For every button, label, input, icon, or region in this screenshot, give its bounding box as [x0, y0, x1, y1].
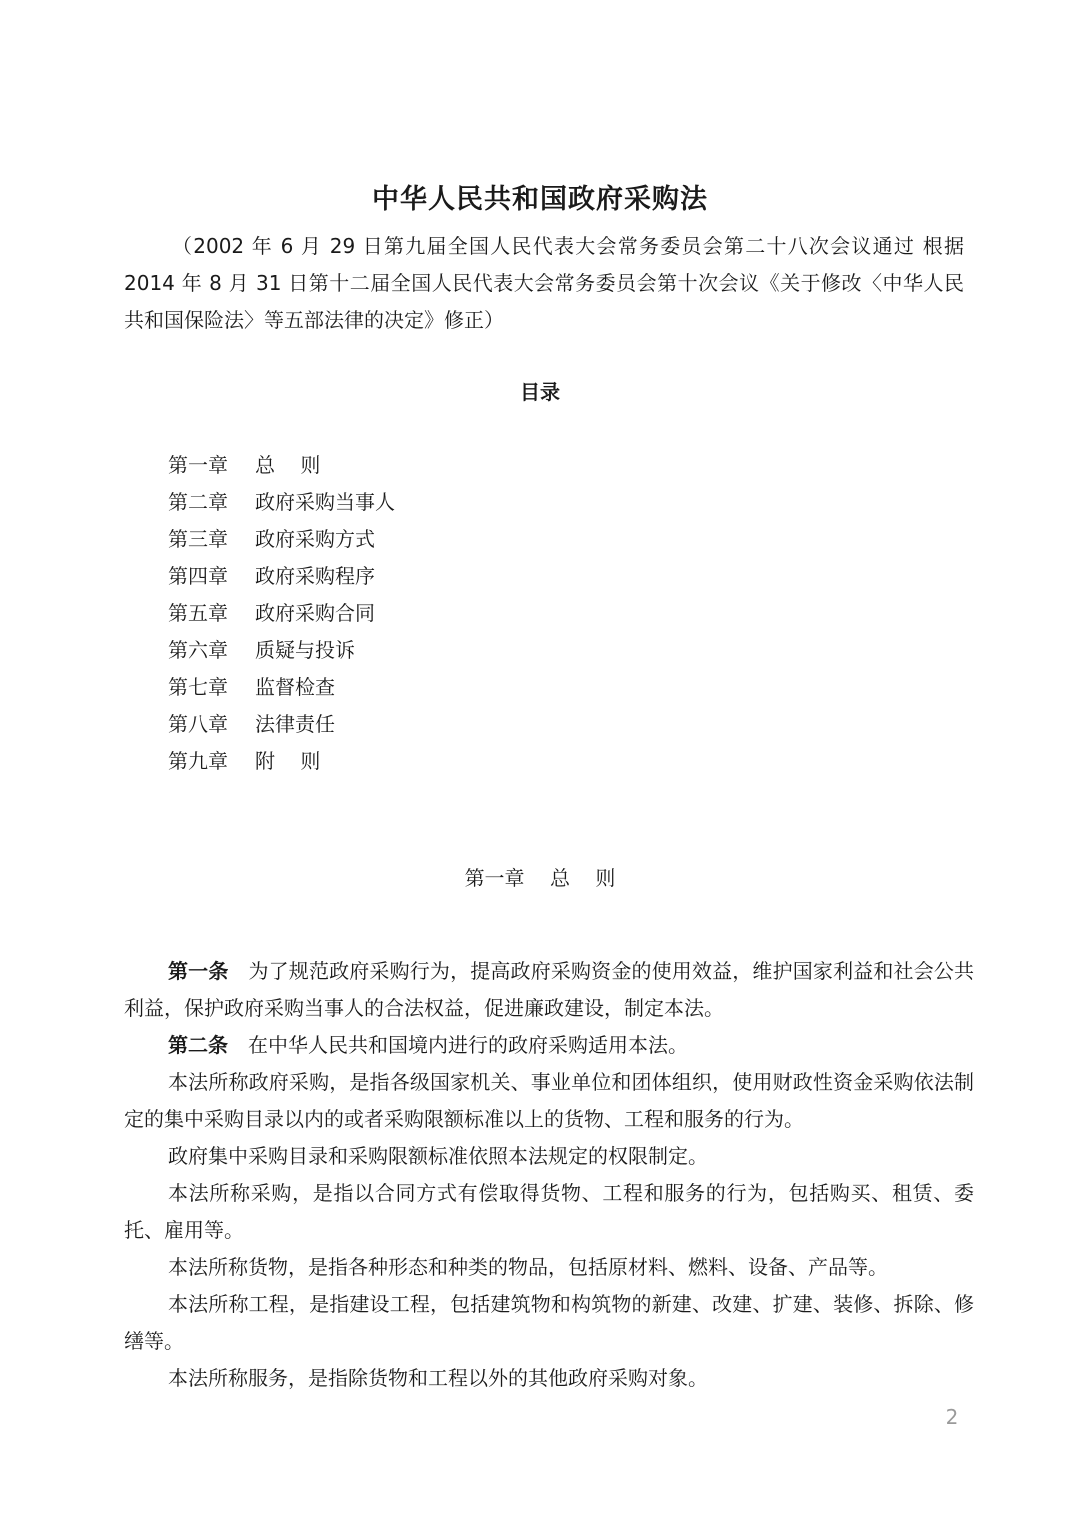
- toc-chapter-number: 第八章: [168, 712, 228, 736]
- chapter-body: [124, 953, 974, 1397]
- toc-chapter-name: 政府采购程序: [255, 564, 375, 588]
- chapter-heading: 第一章 总 则: [464, 866, 616, 890]
- article-paragraph: 本法所称政府采购，是指各级国家机关、事业单位和团体组织，使用财政性资金采购依法制定的集中采购目录以内的或者采购限额标准以上的货物、工程和服务的行为。: [124, 1070, 974, 1131]
- adoption-note: （2002 年 6 月 29 日第九届全国人民代表大会常务委员会第二十八次会议通过 根据 2014 年 8 月 31 日第十二届全国人民代表大会常务委员会第十次会议《关于修改〈中华人民共和国保险法〉等五部法律的决定》修正）: [124, 234, 964, 332]
- toc-chapter-name: 监督检查: [255, 675, 335, 699]
- article-paragraph: 本法所称工程，是指建设工程，包括建筑物和构筑物的新建、改建、扩建、装修、拆除、修缮等。: [124, 1292, 974, 1353]
- toc-item: [168, 669, 395, 706]
- article-label: 第二条: [168, 1033, 228, 1057]
- toc-chapter-number: 第二章: [168, 490, 228, 514]
- toc-item: [168, 706, 395, 743]
- toc-chapter-number: 第三章: [168, 527, 228, 551]
- toc-chapter-name: 政府采购合同: [255, 601, 375, 625]
- toc-chapter-name: 政府采购方式: [255, 527, 375, 551]
- toc-item: [168, 521, 395, 558]
- toc-item: [168, 558, 395, 595]
- toc-chapter-name: 政府采购当事人: [255, 490, 395, 514]
- page-number: 2: [945, 1405, 959, 1429]
- toc-chapter-name: 总 则: [255, 453, 321, 477]
- article-paragraph: [124, 1027, 974, 1064]
- toc-chapter-number: 第五章: [168, 601, 228, 625]
- toc-item: [168, 447, 395, 484]
- toc-chapter-name: 质疑与投诉: [255, 638, 355, 662]
- toc-chapter-name: 法律责任: [255, 712, 335, 736]
- article-paragraph: 本法所称采购，是指以合同方式有偿取得货物、工程和服务的行为，包括购买、租赁、委托、雇用等。: [124, 1181, 974, 1242]
- article-text: 为了规范政府采购行为，提高政府采购资金的使用效益，维护国家利益和社会公共利益，保护政府采购当事人的合法权益，促进廉政建设，制定本法。: [124, 959, 975, 1020]
- article-paragraph: 本法所称服务，是指除货物和工程以外的其他政府采购对象。: [168, 1366, 708, 1390]
- article-label: 第一条: [168, 959, 229, 983]
- toc-chapter-number: 第九章: [168, 749, 228, 773]
- article-paragraph: 政府集中采购目录和采购限额标准依照本法规定的权限制定。: [168, 1144, 708, 1168]
- toc-item: [168, 595, 395, 632]
- toc-chapter-name: 附 则: [255, 749, 321, 773]
- toc-item: [168, 743, 395, 780]
- toc-item: [168, 632, 395, 669]
- toc-chapter-number: 第七章: [168, 675, 228, 699]
- toc-chapter-number: 第一章: [168, 453, 228, 477]
- article-paragraph: 本法所称货物，是指各种形态和种类的物品，包括原材料、燃料、设备、产品等。: [168, 1255, 888, 1279]
- article-paragraph: [124, 953, 974, 1027]
- document-title: 中华人民共和国政府采购法: [372, 184, 708, 215]
- toc-title: 目录: [520, 380, 560, 404]
- article-text: 在中华人民共和国境内进行的政府采购适用本法。: [248, 1033, 688, 1057]
- toc-chapter-number: 第四章: [168, 564, 228, 588]
- table-of-contents: [168, 447, 395, 780]
- toc-chapter-number: 第六章: [168, 638, 228, 662]
- toc-item: [168, 484, 395, 521]
